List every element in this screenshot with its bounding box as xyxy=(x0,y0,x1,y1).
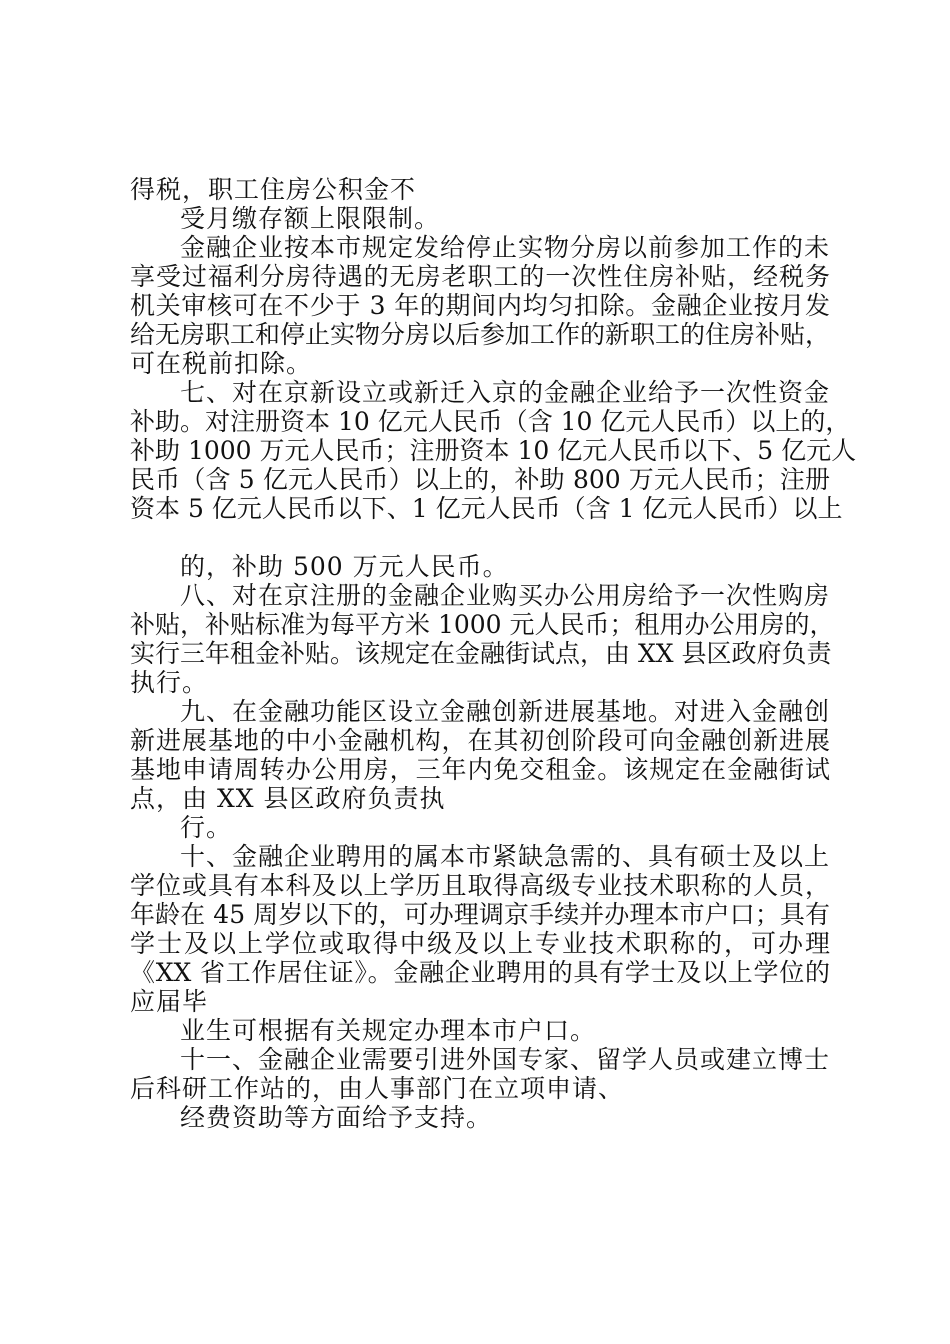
text-line: 学位或具有本科及以上学历且取得高级专业技术职称的人员， xyxy=(130,871,830,900)
section-8-heading: 八、对在京注册的金融企业购买办公用房给予一次性购房 xyxy=(180,581,831,610)
text-line: 资本 5 亿元人民币以下、1 亿元人民币（含 1 亿元人民币）以上 xyxy=(130,494,843,523)
text-line: 后科研工作站的，由人事部门在立项申请、 xyxy=(130,1074,625,1103)
text-line: 可在税前扣除。 xyxy=(130,349,313,378)
text-line: 行。 xyxy=(180,813,233,842)
text-line: 享受过福利分房待遇的无房老职工的一次性住房补贴，经税务 xyxy=(130,262,830,291)
text-line: 受月缴存额上限限制。 xyxy=(180,204,441,233)
text-line: 机关审核可在不少于 3 年的期间内均匀扣除。金融企业按月发 xyxy=(130,291,830,320)
text-line: 补贴，补贴标准为每平方米 1000 元人民币；租用办公用房的， xyxy=(130,610,835,639)
text-line: 给无房职工和停止实物分房以后参加工作的新职工的住房补贴， xyxy=(130,320,831,349)
text-line: 《XX 省工作居住证》。金融企业聘用的具有学士及以上学位的 xyxy=(130,958,830,987)
text-line: 补助 1000 万元人民币；注册资本 10 亿元人民币以下、5 亿元人 xyxy=(130,436,857,465)
text-line: 补助。对注册资本 10 亿元人民币（含 10 亿元人民币）以上的， xyxy=(130,407,851,436)
section-9-heading: 九、在金融功能区设立金融创新进展基地。对进入金融创 xyxy=(180,697,831,726)
text-line: 执行。 xyxy=(130,668,209,697)
text-line: 的，补助 500 万元人民币。 xyxy=(180,552,509,581)
section-7-heading: 七、对在京新设立或新迁入京的金融企业给予一次性资金 xyxy=(180,378,831,407)
text-line: 得税，职工住房公积金不 xyxy=(130,175,417,204)
text-line: 民币（含 5 亿元人民币）以上的，补助 800 万元人民币；注册 xyxy=(130,465,830,494)
text-line: 经费资助等方面给予支持。 xyxy=(180,1103,493,1132)
text-line: 应届毕 xyxy=(130,987,209,1016)
text-line: 新进展基地的中小金融机构，在其初创阶段可向金融创新进展 xyxy=(130,726,830,755)
text-line: 实行三年租金补贴。该规定在金融街试点，由 XX 县区政府负责 xyxy=(130,639,832,668)
text-line: 年龄在 45 周岁以下的，可办理调京手续并办理本市户口；具有 xyxy=(130,900,830,929)
paragraph-start: 金融企业按本市规定发给停止实物分房以前参加工作的未 xyxy=(180,233,831,262)
text-line: 学士及以上学位或取得中级及以上专业技术职称的，可办理 xyxy=(130,929,830,958)
text-line: 业生可根据有关规定办理本市户口。 xyxy=(180,1016,597,1045)
section-11-heading: 十一、金融企业需要引进外国专家、留学人员或建立博士 xyxy=(180,1045,831,1074)
text-line: 点，由 XX 县区政府负责执 xyxy=(130,784,446,813)
section-10-heading: 十、金融企业聘用的属本市紧缺急需的、具有硕士及以上 xyxy=(180,842,831,871)
text-line: 基地申请周转办公用房，三年内免交租金。该规定在金融街试 xyxy=(130,755,830,784)
